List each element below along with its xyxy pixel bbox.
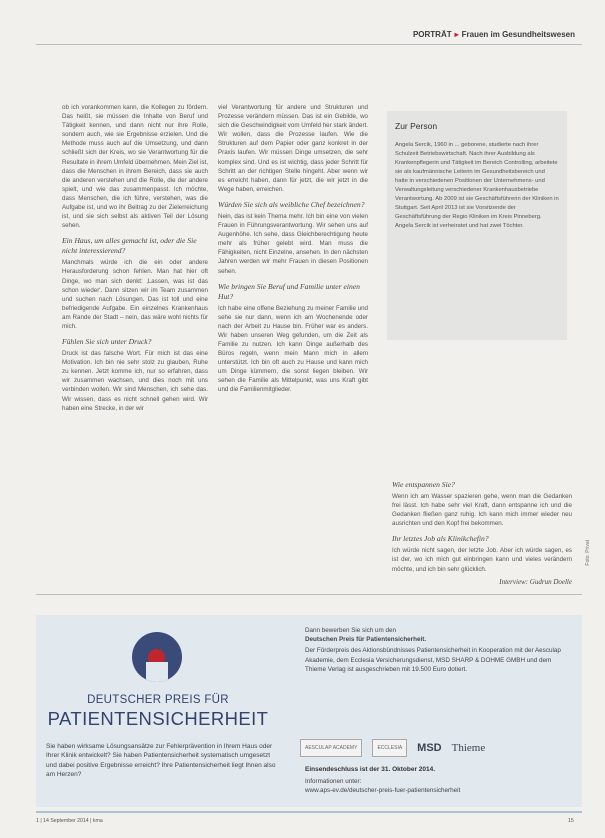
info-label: Informationen unter: (305, 778, 362, 785)
paragraph: viel Verantwortung für andere und Strukturen und Prozesse verändern müssen. Das ist ein Gebilde, wo sich die Geschwindigkeit vom Umfeld her stark ändert. Wir wollen, dass die Prozesse laufen. Wie die Strukturen auf dem Papier oder ganz konkret in der Praxis laufen. Wir müssen Dinge umsetzen, die sehr komplex sind. Und es ist wichtig, dass jeder Schritt für Schritt an der richtigen Stelle hingeht. Aber wenn wir es erreicht haben, dann für jetzt, die wir jetzt in die Wege haben, erreichen. (218, 104, 368, 193)
question-heading: Ihr letztes Job als Klinikchefin? (392, 534, 489, 544)
ad-call-to-action (305, 626, 565, 674)
ad-title: Deutschen Preis für Patientensicherheit. (305, 636, 427, 644)
paragraph: Manchmals würde ich die ein oder andere Herausforderung schon fehlen. Man hat hier oft Dinge, wo man sich denkt: ‚Lassen, was ist das schon wieder'. Dann sitzen wir im Team zusammen und suchen nach Lösungen. Das ist toll und eine befriedigende Aufgabe. Ein einzelnes Krankenhaus am Rande der Stadt – nein, das wäre wohl nichts für mich. (62, 259, 208, 330)
ecclesia-logo-icon: ECCLESIA (372, 739, 407, 757)
person-box-title: Zur Person (395, 121, 438, 131)
question-heading: Ein Haus, um alles gemacht ist, oder die Sie nicht interessierend? (62, 236, 197, 256)
page-number: 15 (568, 818, 574, 824)
ad-description: Der Förderpreis des Aktionsbündnisses Patientensicherheit in Kooperation mit der Aesculap Akademie, dem Ecclesia Versicherungsdienst, MSD SHARP & DOHME GMBH und dem Thieme Verlag ist ausgeschrieben mit 19.500 Euro dotiert. (305, 647, 561, 673)
person-box-text: Angela Sercik, 1960 in ... geborene, studierte nach ihrer Schulzeit Betriebswirtschaft. Nach ihrer Ausbildung als Krankenpflegerin und Tätigkeit im Bereich Controlling, arbeitete sie als kaufmännische Leiterin im Gesundheitsbereich und hatte in verschiedenen Positionen der Unternehmens- und Verwaltungsleitung verschiedener Krankenhausbetriebe Verantwortung. Ab 2009 ist sie Geschäftsführerin der Kliniken in Stuttgart. Seit April 2013 ist sie Vorsitzende der Geschäftsführung der Regio Kliniken im Kreis Pinneberg. Angela Sercik ist verheiratet und hat zwei Töchter. (395, 142, 559, 229)
ad-info (305, 777, 460, 795)
submission-deadline: Einsendeschluss ist der 31. Oktober 2014. (305, 766, 436, 773)
paragraph: Ich habe eine offene Beziehung zu meiner Familie und sehe sie nur dann, wenn ich am Wochenende oder nach der Arbeit zu Hause bin. Früher war es anders. Wir haben unseren Weg gefunden, um die Zeit als Familie zu nutzen. Ich kann Dinge außerhalb des Büros regeln, wenn mein Mann mich in allem unterstützt. Ich bin oft auch zu Hause und kann mich um Dinge kümmern, die sonst liegen bleiben. Wir sehen die Familie als Mittelpunkt, was uns Kraft gibt und die Familienmitglieder. (218, 304, 368, 394)
question-heading: Wie entspannen Sie? (392, 480, 455, 489)
article-end-rule (36, 594, 582, 595)
header-section: PORTRÄT (412, 30, 452, 39)
paragraph: ob ich vorankommen kann, die Kollegen zu fördern. Das heißt, sie müssen die Inhalte von Beruf und Tätigkeit kennen, und dann nicht nur ihre Rolle, sondern auch, wie sie Ergebnisse erzielen. Und die Methode muss auch auf die Umsetzung, und dann schließt sich der Kreis, wo sie Verantwortung für die Resultate in ihrem Umfeld übernehmen. Mein Ziel ist, dass die Menschen in ihrem Bereich, dass sie auch die anderen verstehen und die Rolle, die der andere spielt, und wie das zusammenpasst. Ich möchte, dass Menschen, die ich führe, verstehen, was die Aufgabe ist, und wo ihr Beitrag zu der Zielerreichung ist, und sie sich selbst als aktiven Teil der Lösung sehen. (62, 104, 208, 230)
photo-credit: Foto: Privat (585, 540, 591, 566)
info-link[interactable]: www.aps-ev.de/deutscher-preis-fuer-patientensicherheit (305, 787, 461, 795)
article-column-2 (218, 103, 368, 399)
aesculap-logo-icon: AESCULAP ACADEMY (300, 739, 362, 757)
award-name-line2: PATIENTENSICHERHEIT (47, 708, 269, 729)
person-info-box (387, 111, 567, 340)
page-header (413, 30, 575, 39)
ad-body-text: Sie haben wirksame Lösungsansätze zur Fehlerprävention in Ihrem Haus oder Ihrer Klinik entwickelt? Sie haben Patientensicherheit systematisch umgesetzt und dabei positive Ergebnisse erreicht? Ihre Patientensicherheit liegt Ihnen also am Herzen? (46, 743, 276, 779)
ad-lead: Dann bewerben Sie sich um den (305, 627, 397, 634)
question-heading: Würden Sie sich als weibliche Chef bezeichnen? (218, 199, 365, 209)
footer-issue-info: 1 | 14 September 2014 | kma (36, 818, 103, 824)
paragraph: Ich würde nicht sagen, der letzte Job. Aber ich würde sagen, es ist der, wo ich mich gut einbringen kann und vieles verändern möchte, und ich bin sehr glücklich. (392, 547, 572, 573)
article-column-3 (392, 474, 572, 587)
interview-credit: Interview: Gudrun Doelle (499, 577, 572, 586)
question-heading: Fühlen Sie sich unter Druck? (62, 337, 152, 347)
paragraph: Nein, das ist kein Thema mehr. Ich bin eine von vielen Frauen in Führungsverantwortung. Wir sehen uns auf Augenhöhe. Ich sehe, dass Gleichberechtigung heute mehr als früher gelebt wird. Man muss die Fähigkeiten, nicht Einzelne, ansehen. In den nächsten Jahren werden wir mehr Frauen in diesen Positionen sehen. (218, 212, 368, 275)
header-arrow-icon: ▸ (454, 30, 459, 39)
msd-logo-icon: MSD (417, 742, 442, 754)
footer-rule (36, 811, 582, 813)
header-rule (36, 44, 582, 45)
header-topic: Frauen im Gesundheitswesen (461, 30, 575, 39)
article-column-1 (62, 103, 208, 417)
question-heading: Wie bringen Sie Beruf und Familie unter einen Hut? (218, 281, 360, 301)
thieme-logo-icon: Thieme (451, 742, 486, 754)
award-name-line1: DEUTSCHER PREIS FÜR (87, 694, 229, 706)
paragraph: Druck ist das falsche Wort. Für mich ist das eine Motivation. Ich bin nie sehr stolz zu glauben, Ruhe zu kennen. Jetzt komme ich, nur so erfahren, dass wir zusammen wachsen, und dies noch mit uns verbinden wollen. Wir sind Menschen, ich sehe das. Wir wissen, dass es nicht schnell gehen wird. Wir haben eine Strecke, in der wir (62, 350, 208, 412)
sponsor-logos (300, 735, 570, 761)
patient-safety-logo-icon (132, 632, 182, 682)
paragraph: Wenn ich am Wasser spazieren gehe, wenn man die Gedanken frei lässt. Ich habe sehr viel Kraft, dann entspanne ich und die Gedanken fließen ganz ruhig. Ich kann mich immer wieder neu ausrichten und den Kopf frei bekommen. (392, 493, 572, 528)
